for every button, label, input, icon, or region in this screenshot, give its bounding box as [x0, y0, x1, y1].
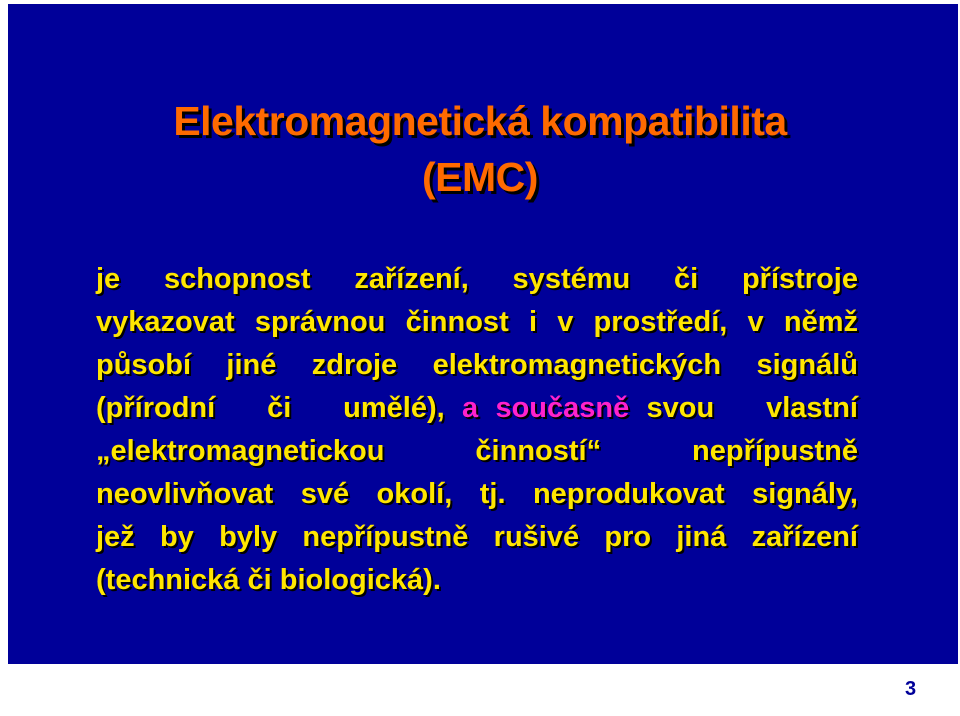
- definition-text: [96, 258, 858, 602]
- highlight-soucasne: současně: [495, 392, 630, 424]
- body-line-4-start: (přírodní či umělé),: [96, 392, 445, 424]
- body-line-7: jež by byly nepřípustně rušivé pro jiná zařízení: [96, 521, 858, 553]
- title-line-2: (EMC): [422, 154, 538, 200]
- title-line-1: Elektromagnetická kompatibilita: [173, 98, 787, 144]
- body-line-2: vykazovat správnou činnost i v prostředí, v němž: [96, 306, 858, 338]
- body-line-5: „elektromagnetickou činností“ nepřípustně: [96, 435, 858, 467]
- page-number: 3: [905, 678, 917, 700]
- body-line-1: je schopnost zařízení, systému či přístroje: [96, 263, 858, 295]
- body-line-6: neovlivňovat své okolí, tj. neprodukovat signály,: [96, 478, 858, 510]
- body-line-8: (technická či biologická).: [96, 564, 441, 596]
- highlight-a: a: [462, 392, 479, 424]
- body-line-3: působí jiné zdroje elektromagnetických signálů: [96, 349, 858, 381]
- body-line-4-end: svou vlastní: [646, 392, 858, 424]
- body-line-4: [96, 387, 858, 430]
- slide-title: [0, 98, 960, 200]
